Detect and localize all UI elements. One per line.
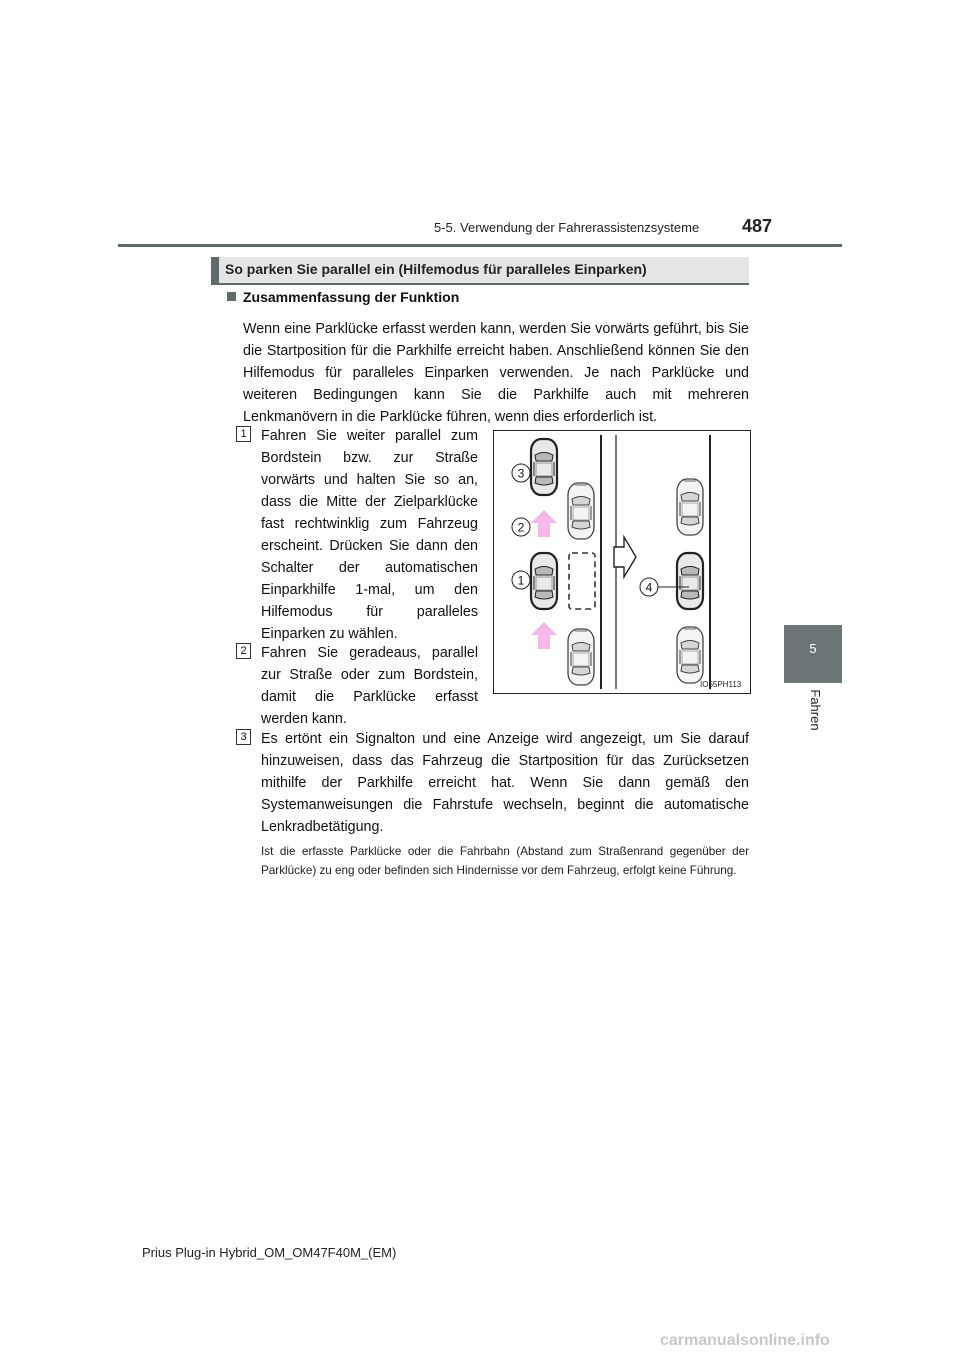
parked-car-right-2 — [677, 627, 703, 683]
pink-arrow-icon — [531, 510, 557, 537]
page-number: 487 — [742, 216, 773, 236]
parked-car-left-1 — [568, 483, 594, 539]
parking-diagram — [493, 430, 751, 694]
running-header-section: 5-5. Verwendung der Fahrerassistenzsysteme — [434, 220, 700, 235]
parked-car-right-1 — [677, 479, 703, 535]
svg-text:1: 1 — [517, 573, 525, 588]
figure-code: IO55PH113 — [700, 680, 742, 689]
chapter-tab-number: 5 — [809, 641, 817, 656]
svg-text:4: 4 — [645, 580, 653, 595]
subheading: Zusammenfassung der Funktion — [243, 289, 460, 305]
target-parking-space — [569, 553, 595, 609]
diagram-label-4 — [640, 578, 658, 596]
parking-diagram-svg — [494, 431, 750, 693]
header-rule — [118, 244, 842, 247]
step-2-text: Fahren Sie geradeaus, parallel zur Straße oder zum Bordstein, damit die Parklücke erfasst werden kann. — [261, 645, 478, 727]
section-title: So parken Sie parallel ein (Hilfemodus für paralleles Einparken) — [225, 261, 647, 277]
step-1-text: Fahren Sie weiter parallel zum Bordstein bzw. zur Straße vorwärts und halten Sie so an, dass die Mitte der Zielparklücke fast rechtwinklig zum Fahrzeug erscheint. Drücken Sie dann den Schalter der automatischen Einparkhilfe 1-mal, um den Hilfemodus für paralleles Einparken zu wählen. — [261, 428, 478, 642]
watermark: carmanualsonline.info — [660, 1332, 830, 1349]
diagram-label-1 — [512, 571, 530, 589]
intro-paragraph: Wenn eine Parklücke erfasst werden kann, werden Sie vorwärts geführt, bis Sie die Startposition für die Parkhilfe erreicht haben. Anschließend können Sie den Hilfemodus für paralleles Einparken verwenden. Je nach Parklücke und weiteren Bedingungen kann Sie die Parkhilfe auch mit mehreren Lenkmanövern in die Parklücke führen, wenn dies erforderlich ist. — [243, 321, 749, 425]
vehicle-position-4 — [677, 553, 703, 609]
note-text: Ist die erfasste Parklücke oder die Fahrbahn (Abstand zum Straßenrand gegenüber der Parklücke) zu eng oder befinden sich Hindernisse vor dem Fahrzeug, erfolgt keine Führung. — [261, 845, 749, 877]
section-title-stripe — [211, 257, 219, 285]
svg-text:2: 2 — [517, 520, 525, 535]
diagram-label-2 — [512, 518, 530, 536]
chapter-tab-label: Fahren — [808, 689, 823, 731]
pink-arrow-icon — [531, 622, 557, 649]
step-number-3: 3 — [236, 729, 251, 745]
step-number-1: 1 — [236, 426, 251, 442]
step-number-2: 2 — [236, 643, 251, 659]
vehicle-position-1 — [531, 553, 557, 609]
svg-text:3: 3 — [517, 466, 525, 481]
parked-car-left-2 — [568, 629, 594, 685]
step-3-text: Es ertönt ein Signalton und eine Anzeige wird angezeigt, um Sie darauf hinzuweisen, dass das Fahrzeug die Startposition für das Zurücksetzen mithilfe der Parkhilfe erreicht hat. Wenn Sie dann gemäß den Systemanweisungen die Fahrstufe wechseln, beginnt die automatische Lenkradbetätigung. — [261, 731, 749, 835]
footer-document-id: Prius Plug-in Hybrid_OM_OM47F40M_(EM) — [142, 1245, 397, 1260]
arrow-right-icon — [614, 537, 636, 577]
vehicle-position-3 — [531, 439, 557, 495]
diagram-label-3 — [512, 464, 530, 482]
subheading-square-icon — [227, 292, 236, 301]
